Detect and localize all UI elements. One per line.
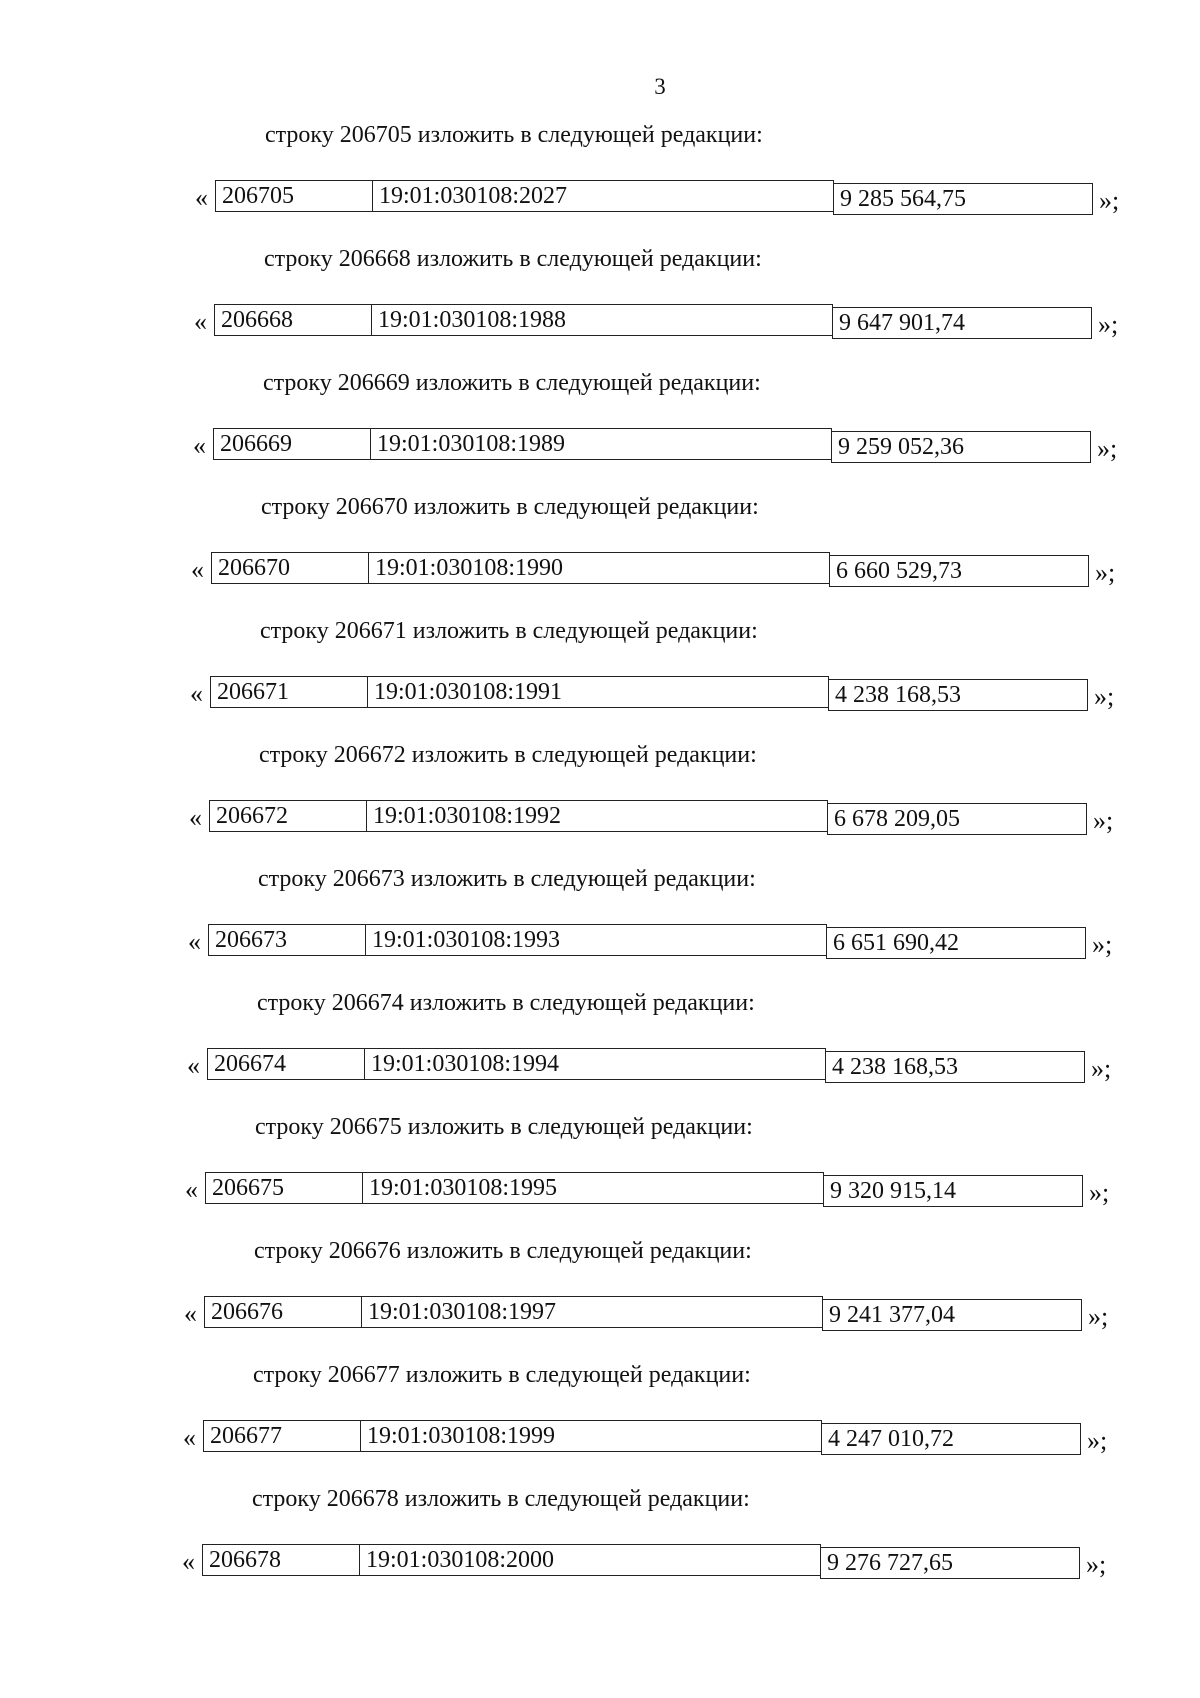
cadastral-value-cell: 9 241 377,04 — [822, 1299, 1082, 1331]
open-quote: « — [189, 803, 202, 832]
row-code-cell: 206669 — [213, 428, 371, 460]
row-code-cell: 206673 — [208, 924, 366, 956]
close-quote: »; — [1098, 310, 1119, 339]
cadastral-number-cell: 19:01:030108:1991 — [367, 676, 829, 708]
amendment-entry — [0, 618, 1200, 742]
cadastral-number-cell: 19:01:030108:2027 — [372, 180, 834, 212]
table-row — [191, 552, 1126, 586]
close-quote: »; — [1093, 806, 1114, 835]
page-number: 3 — [654, 74, 666, 99]
cadastral-value-cell: 6 678 209,05 — [827, 803, 1087, 835]
cadastral-number-cell: 19:01:030108:1999 — [360, 1420, 822, 1452]
row-code-cell: 206705 — [215, 180, 373, 212]
cadastral-value-cell: 6 651 690,42 — [826, 927, 1086, 959]
cadastral-number-cell: 19:01:030108:1995 — [362, 1172, 824, 1204]
row-code-cell: 206672 — [209, 800, 367, 832]
cadastral-number-cell: 19:01:030108:1988 — [371, 304, 833, 336]
close-quote: »; — [1087, 1426, 1108, 1455]
open-quote: « — [188, 927, 201, 956]
cadastral-number-cell: 19:01:030108:1997 — [361, 1296, 823, 1328]
open-quote: « — [182, 1547, 195, 1576]
cadastral-value-cell: 6 660 529,73 — [829, 555, 1089, 587]
close-quote: »; — [1099, 186, 1120, 215]
amendment-entry — [0, 1486, 1200, 1610]
amendment-instruction: строку 206670 изложить в следующей редакции: — [261, 494, 759, 520]
amendment-instruction: строку 206672 изложить в следующей редакции: — [259, 742, 757, 768]
table-row — [182, 1544, 1117, 1578]
row-code-cell: 206671 — [210, 676, 368, 708]
close-quote: »; — [1092, 930, 1113, 959]
cadastral-value-cell: 9 647 901,74 — [832, 307, 1092, 339]
table-row — [194, 304, 1129, 338]
close-quote: »; — [1094, 682, 1115, 711]
amendment-entry — [0, 990, 1200, 1114]
amendment-instruction: строку 206677 изложить в следующей редакции: — [253, 1362, 751, 1388]
table-row — [188, 924, 1123, 958]
cadastral-number-cell: 19:01:030108:2000 — [359, 1544, 821, 1576]
cadastral-number-cell: 19:01:030108:1992 — [366, 800, 828, 832]
amendment-entry — [0, 1114, 1200, 1238]
close-quote: »; — [1095, 558, 1116, 587]
amendment-instruction: строку 206669 изложить в следующей редакции: — [263, 370, 761, 396]
close-quote: »; — [1089, 1178, 1110, 1207]
cadastral-value-cell: 9 276 727,65 — [820, 1547, 1080, 1579]
amendment-entry — [0, 246, 1200, 370]
amendment-entry — [0, 370, 1200, 494]
table-row — [183, 1420, 1118, 1454]
table-row — [190, 676, 1125, 710]
close-quote: »; — [1088, 1302, 1109, 1331]
cadastral-value-cell: 9 285 564,75 — [833, 183, 1093, 215]
cadastral-number-cell: 19:01:030108:1994 — [364, 1048, 826, 1080]
cadastral-number-cell: 19:01:030108:1990 — [368, 552, 830, 584]
row-code-cell: 206675 — [205, 1172, 363, 1204]
amendment-entry — [0, 1362, 1200, 1486]
cadastral-value-cell: 9 320 915,14 — [823, 1175, 1083, 1207]
open-quote: « — [184, 1299, 197, 1328]
cadastral-value-cell: 4 238 168,53 — [828, 679, 1088, 711]
open-quote: « — [185, 1175, 198, 1204]
close-quote: »; — [1091, 1054, 1112, 1083]
open-quote: « — [191, 555, 204, 584]
open-quote: « — [195, 183, 208, 212]
table-row — [184, 1296, 1119, 1330]
cadastral-number-cell: 19:01:030108:1993 — [365, 924, 827, 956]
cadastral-number-cell: 19:01:030108:1989 — [370, 428, 832, 460]
table-row — [189, 800, 1124, 834]
row-code-cell: 206678 — [202, 1544, 360, 1576]
table-row — [187, 1048, 1122, 1082]
amendment-instruction: строку 206671 изложить в следующей редакции: — [260, 618, 758, 644]
cadastral-value-cell: 4 247 010,72 — [821, 1423, 1081, 1455]
row-code-cell: 206676 — [204, 1296, 362, 1328]
table-row — [195, 180, 1130, 214]
row-code-cell: 206670 — [211, 552, 369, 584]
amendment-instruction: строку 206673 изложить в следующей редакции: — [258, 866, 756, 892]
close-quote: »; — [1086, 1550, 1107, 1579]
amendment-entry — [0, 122, 1200, 246]
amendment-instruction: строку 206676 изложить в следующей редакции: — [254, 1238, 752, 1264]
amendment-instruction: строку 206678 изложить в следующей редакции: — [252, 1486, 750, 1512]
row-code-cell: 206668 — [214, 304, 372, 336]
table-row — [193, 428, 1128, 462]
row-code-cell: 206677 — [203, 1420, 361, 1452]
open-quote: « — [194, 307, 207, 336]
table-row — [185, 1172, 1120, 1206]
close-quote: »; — [1097, 434, 1118, 463]
amendment-entry — [0, 494, 1200, 618]
open-quote: « — [187, 1051, 200, 1080]
amendment-entry — [0, 742, 1200, 866]
open-quote: « — [190, 679, 203, 708]
row-code-cell: 206674 — [207, 1048, 365, 1080]
cadastral-value-cell: 9 259 052,36 — [831, 431, 1091, 463]
amendment-instruction: строку 206675 изложить в следующей редакции: — [255, 1114, 753, 1140]
amendment-entry — [0, 1238, 1200, 1362]
amendment-entry — [0, 866, 1200, 990]
amendment-instruction: строку 206668 изложить в следующей редакции: — [264, 246, 762, 272]
amendment-instruction: строку 206705 изложить в следующей редакции: — [265, 122, 763, 148]
amendment-instruction: строку 206674 изложить в следующей редакции: — [257, 990, 755, 1016]
cadastral-value-cell: 4 238 168,53 — [825, 1051, 1085, 1083]
open-quote: « — [183, 1423, 196, 1452]
open-quote: « — [193, 431, 206, 460]
